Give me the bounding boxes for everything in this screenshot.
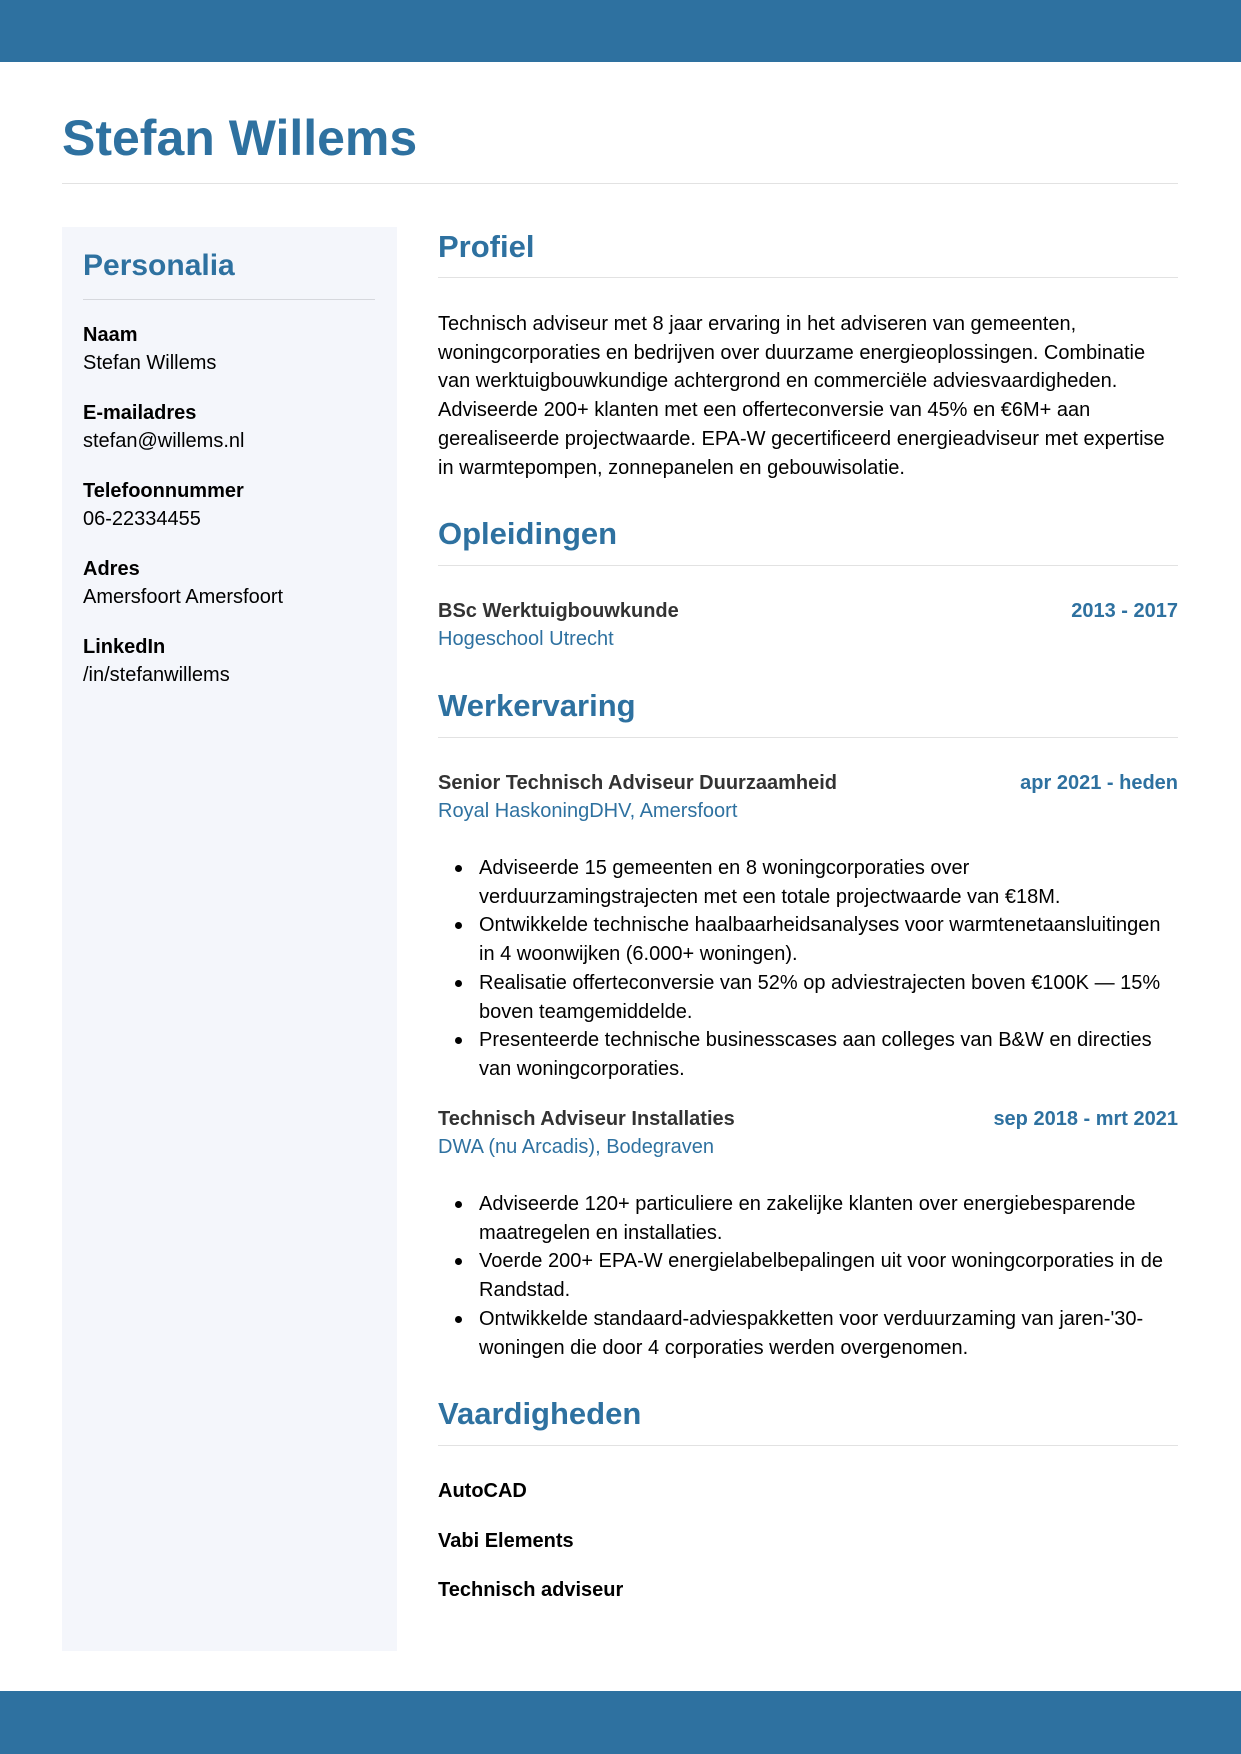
education-entry <box>438 597 1178 625</box>
list-item <box>438 911 1178 968</box>
education-school: Hogeschool Utrecht <box>438 628 614 650</box>
sidebar-divider <box>83 299 375 300</box>
job-dates: sep 2018 - mrt 2021 <box>993 1108 1178 1130</box>
list-item <box>438 1190 1178 1247</box>
job-company: DWA (nu Arcadis), Bodegraven <box>438 1136 715 1158</box>
bullet-icon <box>455 1316 462 1323</box>
personal-label: E-mailadres <box>83 402 197 424</box>
bullet-icon <box>455 980 462 987</box>
job-entry <box>438 769 1178 797</box>
personal-value: Stefan Willems <box>83 352 217 374</box>
bullet-text: Ontwikkelde standaard-adviespakketten voor verduurzaming van jaren-'30-woningen die door 4 corporaties werden overgenomen. <box>479 1307 1144 1359</box>
list-item <box>438 969 1178 1026</box>
skills-heading: Vaardigheden <box>438 1396 642 1431</box>
title-divider <box>62 183 1178 184</box>
personal-label: LinkedIn <box>83 636 166 658</box>
personal-details <box>83 321 383 711</box>
education-dates: 2013 - 2017 <box>1071 600 1178 622</box>
job-bullets <box>438 1190 1178 1362</box>
skills-divider <box>438 1445 1178 1446</box>
skill-item: Vabi Elements <box>438 1530 574 1552</box>
bullet-text: Ontwikkelde technische haalbaarheidsanalyses voor warmtenetaansluitingen in 4 woonwijken (6.000+ woningen). <box>479 914 1161 966</box>
list-item <box>438 854 1178 911</box>
education-degree: BSc Werktuigbouwkunde <box>438 600 679 622</box>
bullet-icon <box>455 1258 462 1265</box>
personal-value: stefan@willems.nl <box>83 430 245 452</box>
personal-label: Telefoonnummer <box>83 480 244 502</box>
job-title: Senior Technisch Adviseur Duurzaamheid <box>438 772 837 794</box>
bullet-text: Presenteerde technische businesscases aan colleges van B&W en directies van woningcorporaties. <box>479 1029 1152 1080</box>
personal-label: Adres <box>83 558 140 580</box>
bullet-text: Voerde 200+ EPA-W energielabelbepalingen uit voor woningcorporaties in de Randstad. <box>479 1250 1163 1302</box>
job-dates: apr 2021 - heden <box>1020 772 1178 794</box>
job-company: Royal HaskoningDHV, Amersfoort <box>438 800 738 822</box>
list-item <box>438 1305 1178 1362</box>
list-item <box>438 1026 1178 1083</box>
education-divider <box>438 565 1178 566</box>
job-bullets <box>438 854 1178 1084</box>
top-accent-bar <box>0 0 1241 62</box>
skill-item: AutoCAD <box>438 1480 527 1502</box>
page-title: Stefan Willems <box>62 110 418 166</box>
bullet-icon <box>455 865 462 872</box>
job-title: Technisch Adviseur Installaties <box>438 1108 735 1130</box>
sidebar-heading: Personalia <box>83 249 235 282</box>
bullet-text: Adviseerde 120+ particuliere en zakelijke klanten over energiebesparende maatregelen en installaties. <box>479 1193 1136 1244</box>
personal-value: 06-22334455 <box>83 508 201 530</box>
profile-divider <box>438 277 1178 278</box>
personal-item-name <box>83 321 383 399</box>
profile-heading: Profiel <box>438 229 535 264</box>
bullet-text: Adviseerde 15 gemeenten en 8 woningcorporaties over verduurzamingstrajecten met een totale projectwaarde van €18M. <box>479 857 1061 908</box>
education-heading: Opleidingen <box>438 516 618 551</box>
personal-value: /in/stefanwillems <box>83 664 230 686</box>
experience-heading: Werkervaring <box>438 688 636 723</box>
personal-value: Amersfoort Amersfoort <box>83 586 284 608</box>
sidebar <box>62 227 397 1651</box>
bullet-icon <box>455 922 462 929</box>
experience-divider <box>438 737 1178 738</box>
personal-item-address <box>83 555 383 633</box>
personal-label: Naam <box>83 324 138 346</box>
bullet-text: Realisatie offerteconversie van 52% op adviestrajecten boven €100K — 15% boven teamgemiddelde. <box>479 971 1161 1023</box>
profile-text: Technisch adviseur met 8 jaar ervaring in het adviseren van gemeenten, woningcorporaties en bedrijven over duurzame energieoplossingen. Combinatie van werktuigbouwkundige achtergrond en commerciële adviesvaardigheden. Adviseerde 200+ klanten met een offerteconversie van 45% en €6M+ aan gerealiseerde projectwaarde. EPA-W gecertificeerd energieadviseur met expertise in warmtepompen, zonnepanelen en gebouwisolatie. <box>438 313 1165 479</box>
skill-item: Technisch adviseur <box>438 1579 624 1601</box>
bullet-icon <box>455 1201 462 1208</box>
bottom-accent-bar <box>0 1691 1241 1754</box>
personal-item-phone <box>83 477 383 555</box>
personal-item-linkedin <box>83 633 383 711</box>
job-entry <box>438 1105 1178 1133</box>
list-item <box>438 1247 1178 1304</box>
personal-item-email <box>83 399 383 477</box>
bullet-icon <box>455 1037 462 1044</box>
